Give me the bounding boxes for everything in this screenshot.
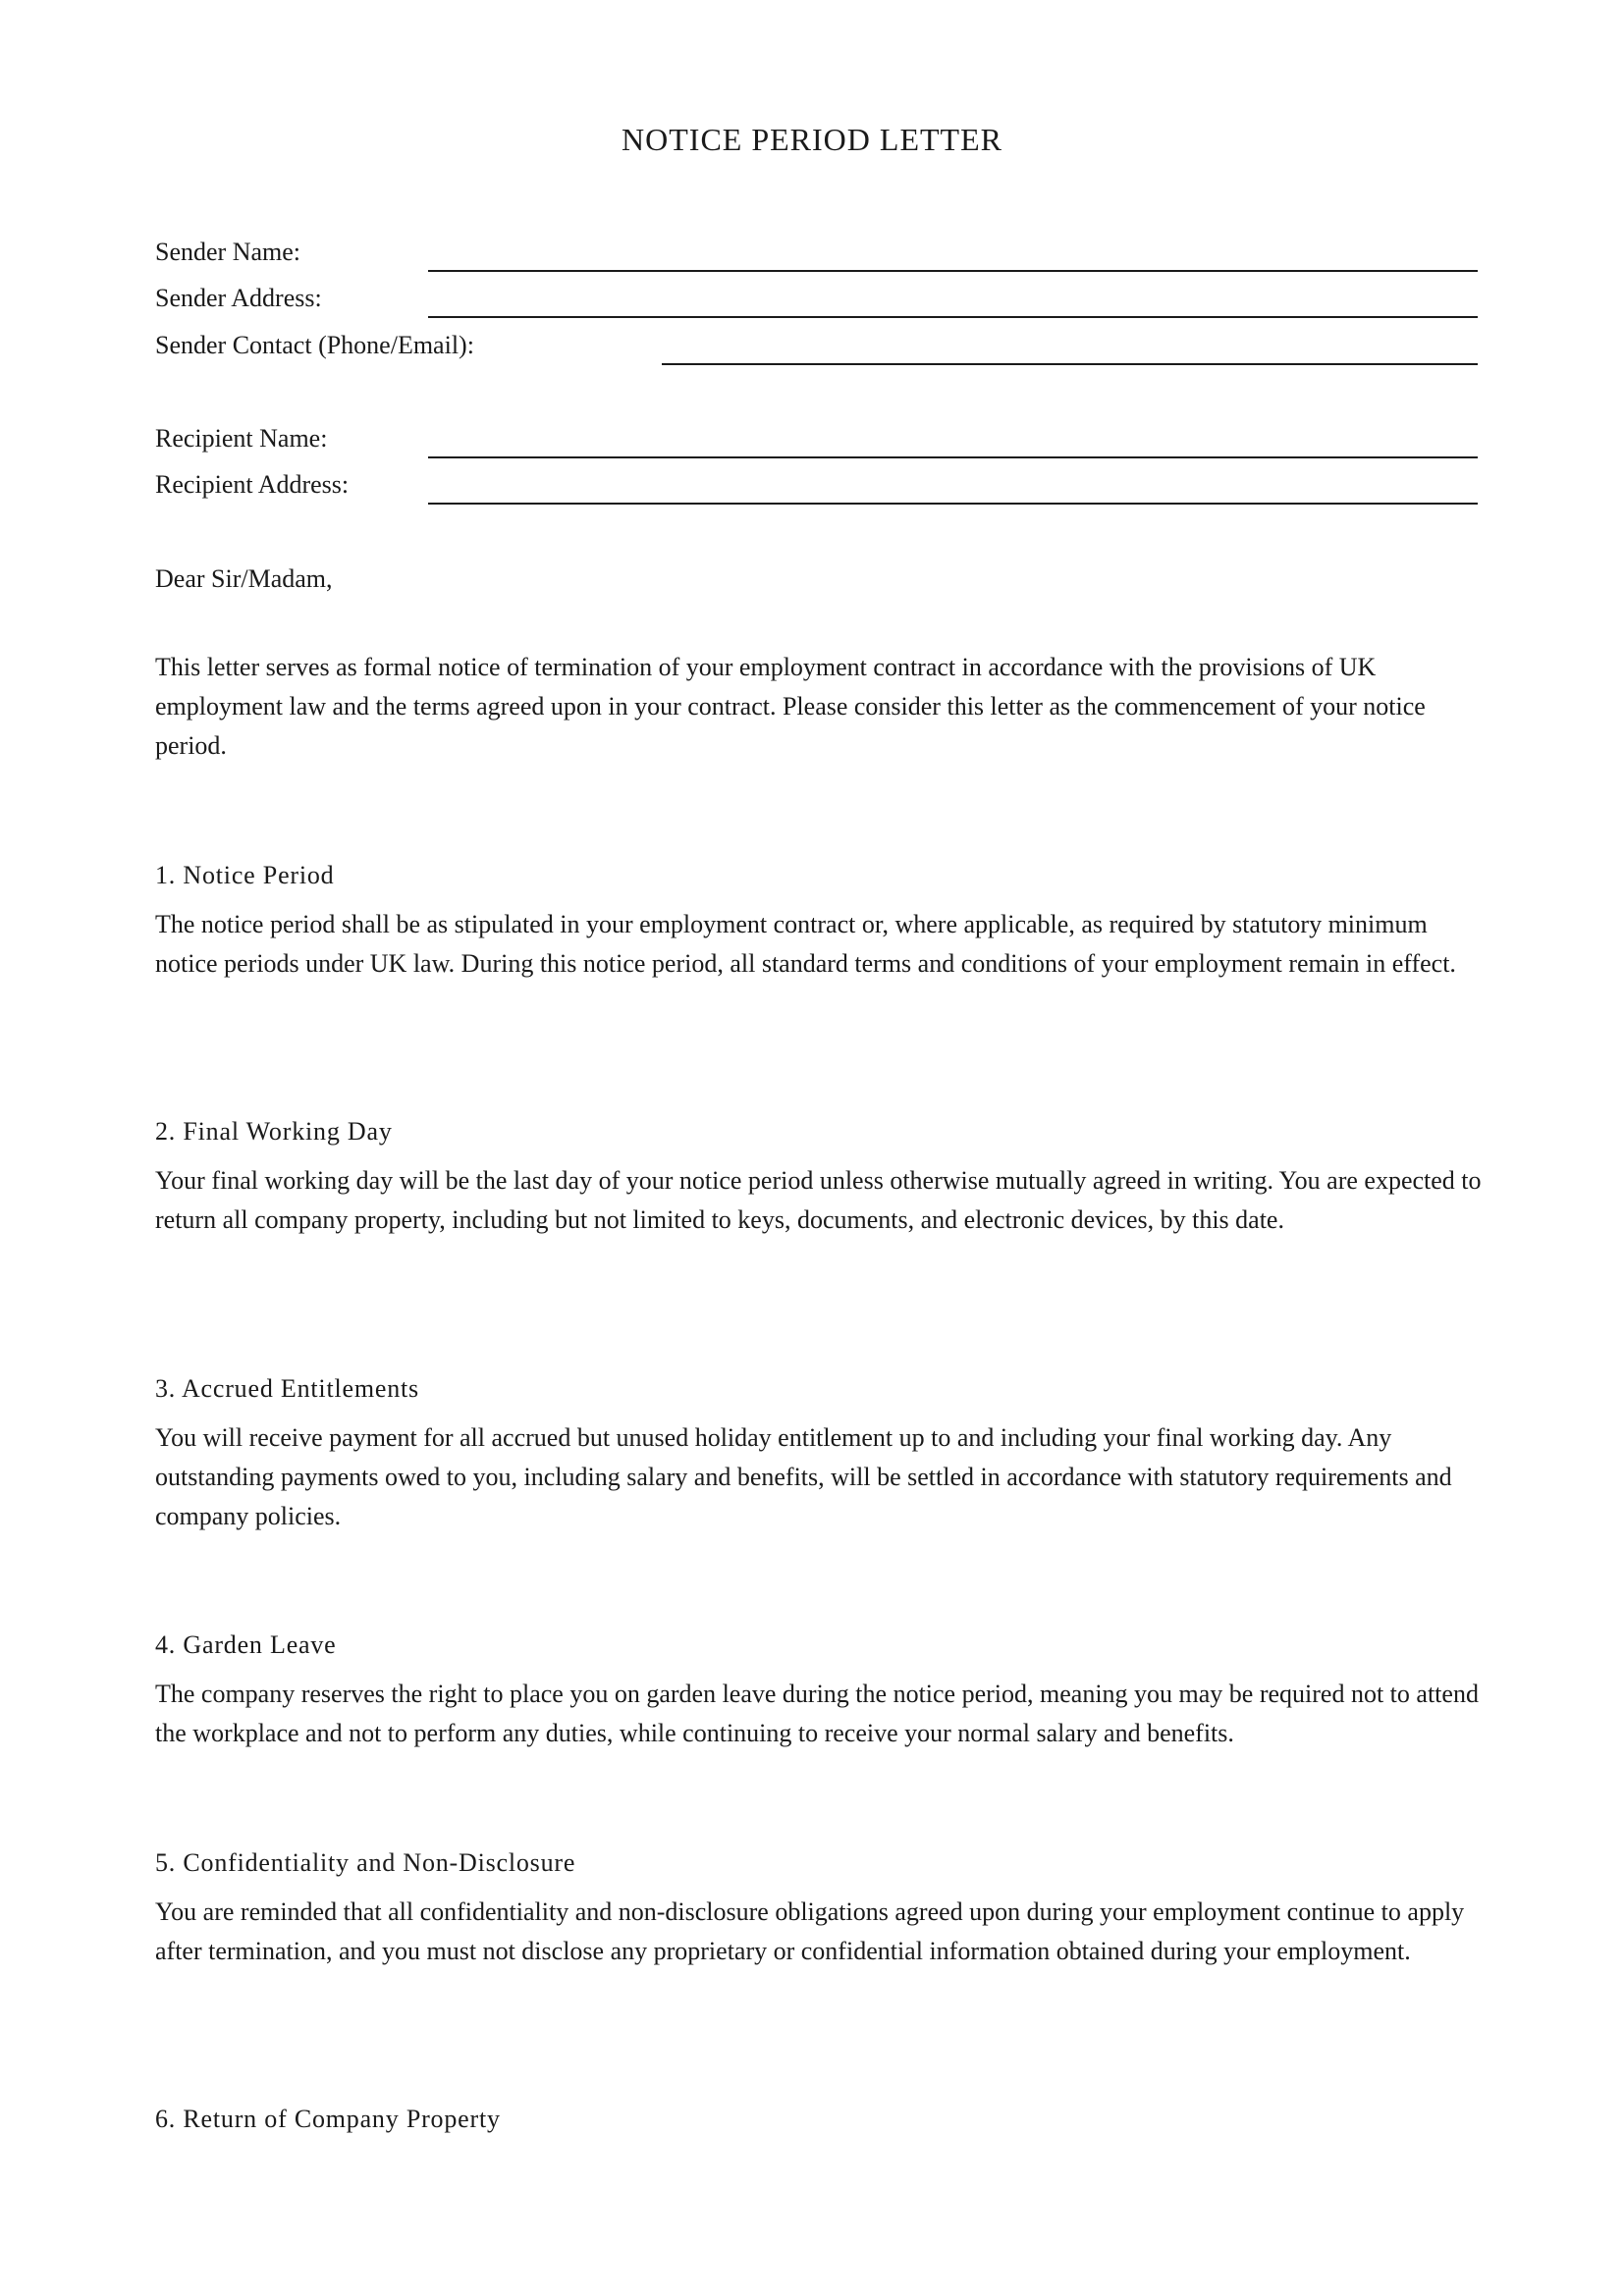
sender-name-line[interactable] [428, 270, 1478, 272]
sender-contact-line[interactable] [662, 363, 1478, 365]
section-heading: 4. Garden Leave [155, 1630, 337, 1659]
section-body: The company reserves the right to place you on garden leave during the notice period, meaning you may be required not to attend the workplace and not to perform any duties, while continuing to receive your normal salary and benefits. [155, 1680, 1479, 1747]
sender-name-label: Sender Name: [155, 238, 301, 266]
recipient-name-field [155, 424, 1478, 463]
section-body: You are reminded that all confidentiality and non-disclosure obligations agreed upon during your employment continue to apply after termination, and you must not disclose any proprietary or confidential information obtained during your employment. [155, 1897, 1465, 1965]
section-body: Your final working day will be the last day of your notice period unless otherwise mutually agreed in writing. You are expected to return all company property, including but not limited to keys, documents, and electronic devices, by this date. [155, 1166, 1482, 1234]
recipient-address-field [155, 470, 1478, 509]
sender-address-line[interactable] [428, 316, 1478, 318]
greeting: Dear Sir/Madam, [155, 564, 333, 593]
section-heading: 5. Confidentiality and Non-Disclosure [155, 1848, 576, 1877]
recipient-address-label: Recipient Address: [155, 470, 350, 499]
sender-name-field [155, 238, 1478, 277]
section-body: You will receive payment for all accrued but unused holiday entitlement up to and including your final working day. Any outstanding payments owed to you, including salary and benefits, will be settled in accordance with statutory requirements and company policies. [155, 1423, 1452, 1530]
sender-contact-field [155, 331, 1478, 370]
intro-paragraph: This letter serves as formal notice of termination of your employment contract in accordance with the provisions of UK employment law and the terms agreed upon in your contract. Please consider this letter as the commencement of your notice period. [155, 653, 1426, 760]
sender-address-field [155, 284, 1478, 323]
section-heading: 1. Notice Period [155, 861, 335, 889]
recipient-name-line[interactable] [428, 456, 1478, 458]
sender-contact-label: Sender Contact (Phone/Email): [155, 331, 474, 359]
sender-address-label: Sender Address: [155, 284, 322, 312]
section-heading: 2. Final Working Day [155, 1117, 393, 1146]
document-title: NOTICE PERIOD LETTER [622, 122, 1002, 157]
section-heading: 3. Accrued Entitlements [155, 1374, 419, 1403]
recipient-address-line[interactable] [428, 503, 1478, 505]
section-heading: 6. Return of Company Property [155, 2105, 501, 2133]
recipient-name-label: Recipient Name: [155, 424, 328, 453]
section-body: The notice period shall be as stipulated in your employment contract or, where applicable, as required by statutory minimum notice periods under UK law. During this notice period, all standard terms and conditions of your employment remain in effect. [155, 910, 1456, 978]
